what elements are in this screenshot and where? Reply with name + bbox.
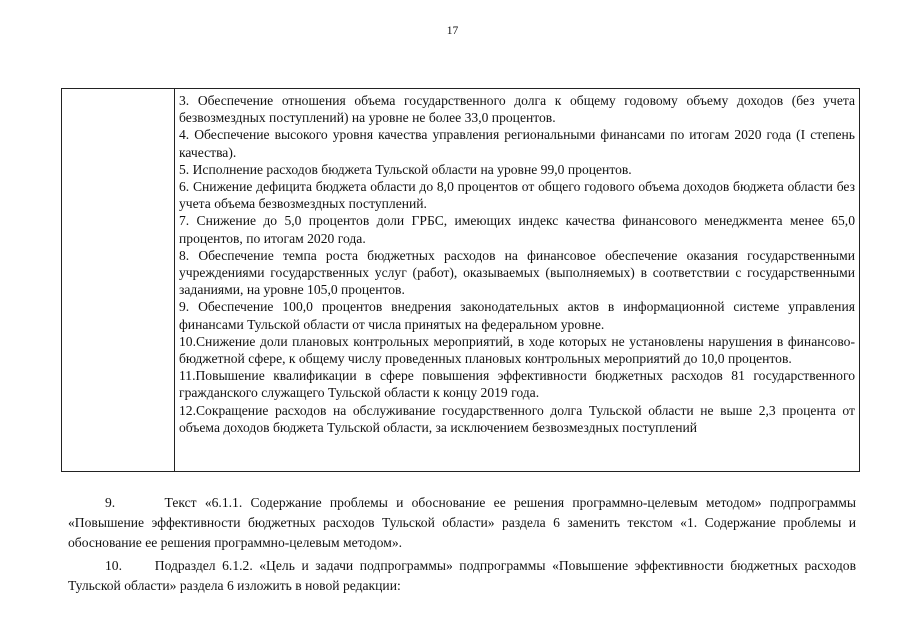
indicator-item: 9. Обеспечение 100,0 процентов внедрения законодательных актов в информационной системе управления финансами Тульской области от числа принятых на федеральном уровне.: [179, 299, 855, 332]
body-paragraphs: [68, 493, 856, 596]
indicator-item: 12.Сокращение расходов на обслуживание государственного долга Тульской области не выше 2,3 процента от объема доходов бюджета Тульской области, за исключением безвозмездных поступлений: [179, 402, 855, 435]
indicator-item: 10.Снижение доли плановых контрольных мероприятий, в ходе которых не установлены нарушения в финансово-бюджетной сфере, к общему числу проведенных плановых контрольных мероприятий до 10,0 процентов.: [179, 333, 855, 367]
table-left-cell: [62, 89, 175, 471]
indicator-item: 5. Исполнение расходов бюджета Тульской области на уровне 99,0 процентов.: [179, 161, 632, 177]
indicator-item: 7. Снижение до 5,0 процентов доли ГРБС, имеющих индекс качества финансового менеджмента менее 65,0 процентов, по итогам 2020 года.: [179, 213, 855, 246]
page-number: 17: [446, 25, 459, 37]
table-right-cell: [175, 89, 859, 471]
indicator-item: 3. Обеспечение отношения объема государственного долга к общему годовому объему доходов (без учета безвозмездных поступлений) на уровне не более 33,0 процентов.: [179, 93, 855, 126]
indicator-item: 6. Снижение дефицита бюджета области до 8,0 процентов от общего годового объема доходов бюджета области без учета объема безвозмездных поступлений.: [179, 179, 855, 212]
paragraph-9: 9. Текст «6.1.1. Содержание проблемы и обоснование ее решения программно-целевым методом» подпрограммы «Повышение эффективности бюджетных расходов Тульской области» раздела 6 заменить текстом «1. Содержание проблемы и обоснование ее решения программно-целевым методом».: [68, 495, 856, 550]
paragraph-10: 10. Подраздел 6.1.2. «Цель и задачи подпрограммы» подпрограммы «Повышение эффективности бюджетных расходов Тульской области» раздела 6 изложить в новой редакции:: [68, 558, 856, 594]
indicator-item: 11.Повышение квалификации в сфере повышения эффективности бюджетных расходов 81 государственного гражданского служащего Тульской области к концу 2019 года.: [179, 368, 855, 401]
indicators-table: [61, 88, 860, 472]
indicator-item: 8. Обеспечение темпа роста бюджетных расходов на финансовое обеспечение оказания государственными учреждениями государственных услуг (работ), оказываемых (выполняемых) в соответствии с государственными заданиями, на уровне 105,0 процентов.: [179, 247, 855, 298]
indicator-item: 4. Обеспечение высокого уровня качества управления региональными финансами по итогам 2020 года (I степень качества).: [179, 127, 855, 160]
